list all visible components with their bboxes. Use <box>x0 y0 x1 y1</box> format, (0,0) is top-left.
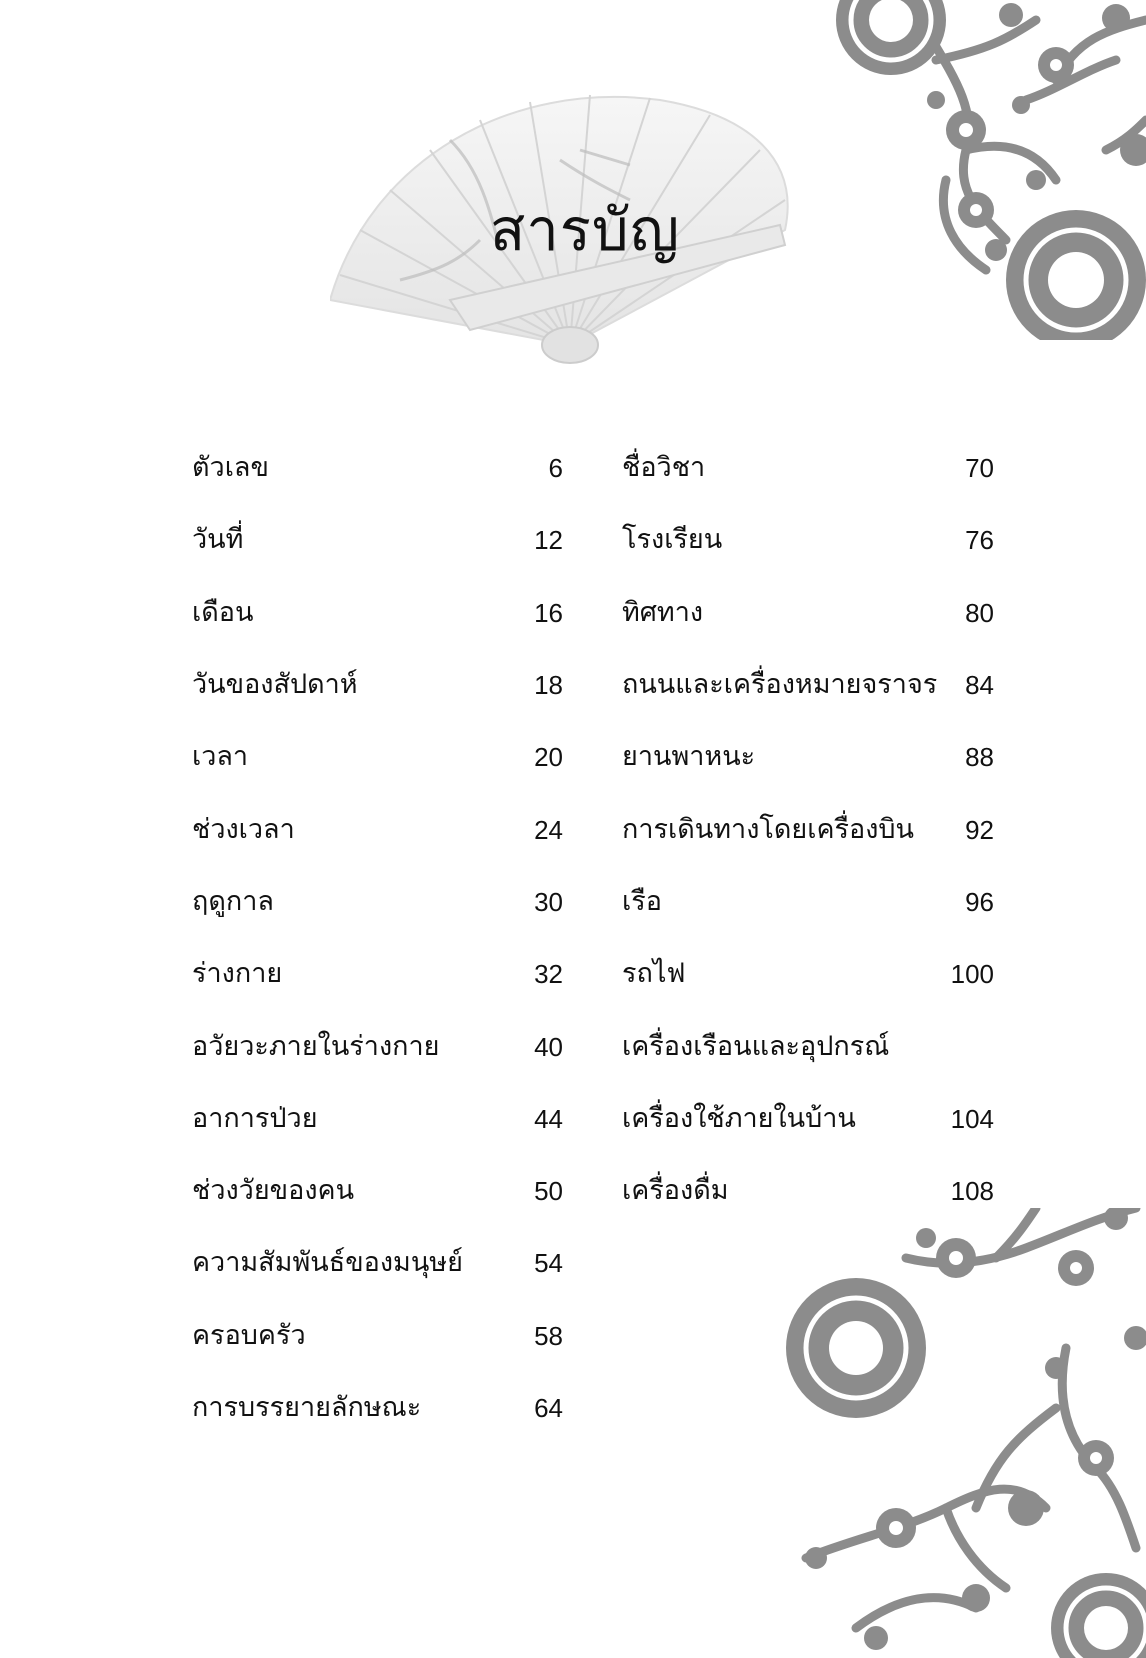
toc-entry[interactable] <box>192 793 563 865</box>
toc-entry-title: รถไฟ <box>622 958 686 990</box>
toc-entry-page: 24 <box>534 814 563 845</box>
toc-entry-page: 16 <box>534 597 563 628</box>
toc-entry-page: 32 <box>534 959 563 990</box>
toc-entry[interactable] <box>622 1155 994 1227</box>
toc-entry-page: 50 <box>534 1176 563 1207</box>
toc-entry[interactable] <box>192 866 563 938</box>
toc-entry-page: 100 <box>950 959 994 990</box>
toc-entry-title: ความสัมพันธ์ของมนุษย์ <box>192 1247 463 1279</box>
page-title: สารบัญ <box>489 196 681 264</box>
toc-entry[interactable] <box>192 1300 563 1372</box>
toc-entry[interactable] <box>192 1155 563 1227</box>
toc-entry-title: อวัยวะภายในร่างกาย <box>192 1030 440 1062</box>
toc-entry-title: ถนนและเครื่องหมายจราจร <box>622 669 938 701</box>
toc-entry[interactable] <box>192 504 563 576</box>
toc-entry-title: ตัวเลข <box>192 452 269 484</box>
toc-entry[interactable] <box>622 504 994 576</box>
toc-entry[interactable] <box>622 938 994 1010</box>
toc-entry-title: ทิศทาง <box>622 596 704 628</box>
toc-entry-title: วันของสัปดาห์ <box>192 669 358 701</box>
toc-entry-page: 92 <box>965 814 994 845</box>
toc-entry-page: 44 <box>534 1103 563 1134</box>
toc-entry-title: โรงเรียน <box>622 524 723 556</box>
toc-entry-title: อาการป่วย <box>192 1102 318 1134</box>
toc-entry-page: 104 <box>950 1103 994 1134</box>
toc-entry-page: 58 <box>534 1320 563 1351</box>
toc-entry-title: การบรรยายลักษณะ <box>192 1392 422 1423</box>
toc-entry-page: 40 <box>534 1031 563 1062</box>
toc-entry-title: ช่วงวัยของคน <box>192 1175 355 1207</box>
toc-entry[interactable] <box>622 577 994 649</box>
toc-entry[interactable] <box>192 721 563 793</box>
toc-entry[interactable] <box>192 432 563 504</box>
plum-blossom-icon <box>776 1208 1146 1658</box>
toc-entry[interactable] <box>622 1083 994 1155</box>
toc-entry-page: 20 <box>534 742 563 773</box>
plum-blossom-icon <box>806 0 1146 340</box>
toc-entry-title: ครอบครัว <box>192 1319 306 1351</box>
toc-entry-page: 88 <box>965 742 994 773</box>
toc-entry[interactable] <box>192 1227 563 1299</box>
toc-entry-title: เดือน <box>192 596 254 628</box>
toc-entry-page: 96 <box>965 886 994 917</box>
toc-entry-title: เครื่องเรือนและอุปกรณ์ <box>622 1030 890 1062</box>
toc-entry-title: ช่วงเวลา <box>192 813 295 845</box>
toc-entry-page: 64 <box>534 1393 563 1423</box>
toc-entry-page: 76 <box>965 525 994 556</box>
toc-entry-page: 108 <box>950 1176 994 1207</box>
toc-entry-title: เวลา <box>192 741 249 773</box>
toc-entry[interactable] <box>622 1010 994 1082</box>
toc-entry-title: เครื่องดื่ม <box>622 1175 729 1207</box>
toc-entry[interactable] <box>192 938 563 1010</box>
toc-entry-page: 18 <box>534 670 563 701</box>
toc-entry-title: การเดินทางโดยเครื่องบิน <box>622 813 915 845</box>
toc-entry-title: ชื่อวิชา <box>622 452 706 484</box>
toc-entry-page: 6 <box>548 453 563 484</box>
toc-entry-title: วันที่ <box>192 524 244 556</box>
toc-entry-title: ฤดูกาล <box>192 885 274 917</box>
toc-left-column <box>192 432 563 1444</box>
toc-entry-page: 30 <box>534 886 563 917</box>
toc-entry[interactable] <box>622 649 994 721</box>
toc-entry-page: 70 <box>965 453 994 484</box>
toc-entry[interactable] <box>192 1372 563 1444</box>
toc-entry[interactable] <box>192 1083 563 1155</box>
toc-entry[interactable] <box>192 577 563 649</box>
toc-entry-page: 54 <box>534 1248 563 1279</box>
toc-entry[interactable] <box>622 793 994 865</box>
toc-entry-page: 12 <box>534 525 563 556</box>
toc-entry[interactable] <box>622 432 994 504</box>
toc-entry-title: ยานพาหนะ <box>622 741 756 773</box>
toc-entry-page: 84 <box>965 670 994 701</box>
toc-entry-page: 80 <box>965 597 994 628</box>
toc-entry-title: เครื่องใช้ภายในบ้าน <box>622 1102 856 1134</box>
toc-entry[interactable] <box>192 1010 563 1082</box>
toc-entry-title: ร่างกาย <box>192 958 283 990</box>
toc-entry[interactable] <box>622 866 994 938</box>
toc-entry[interactable] <box>192 649 563 721</box>
toc-right-column <box>622 432 994 1227</box>
toc-entry-title: เรือ <box>622 885 662 917</box>
toc-entry[interactable] <box>622 721 994 793</box>
